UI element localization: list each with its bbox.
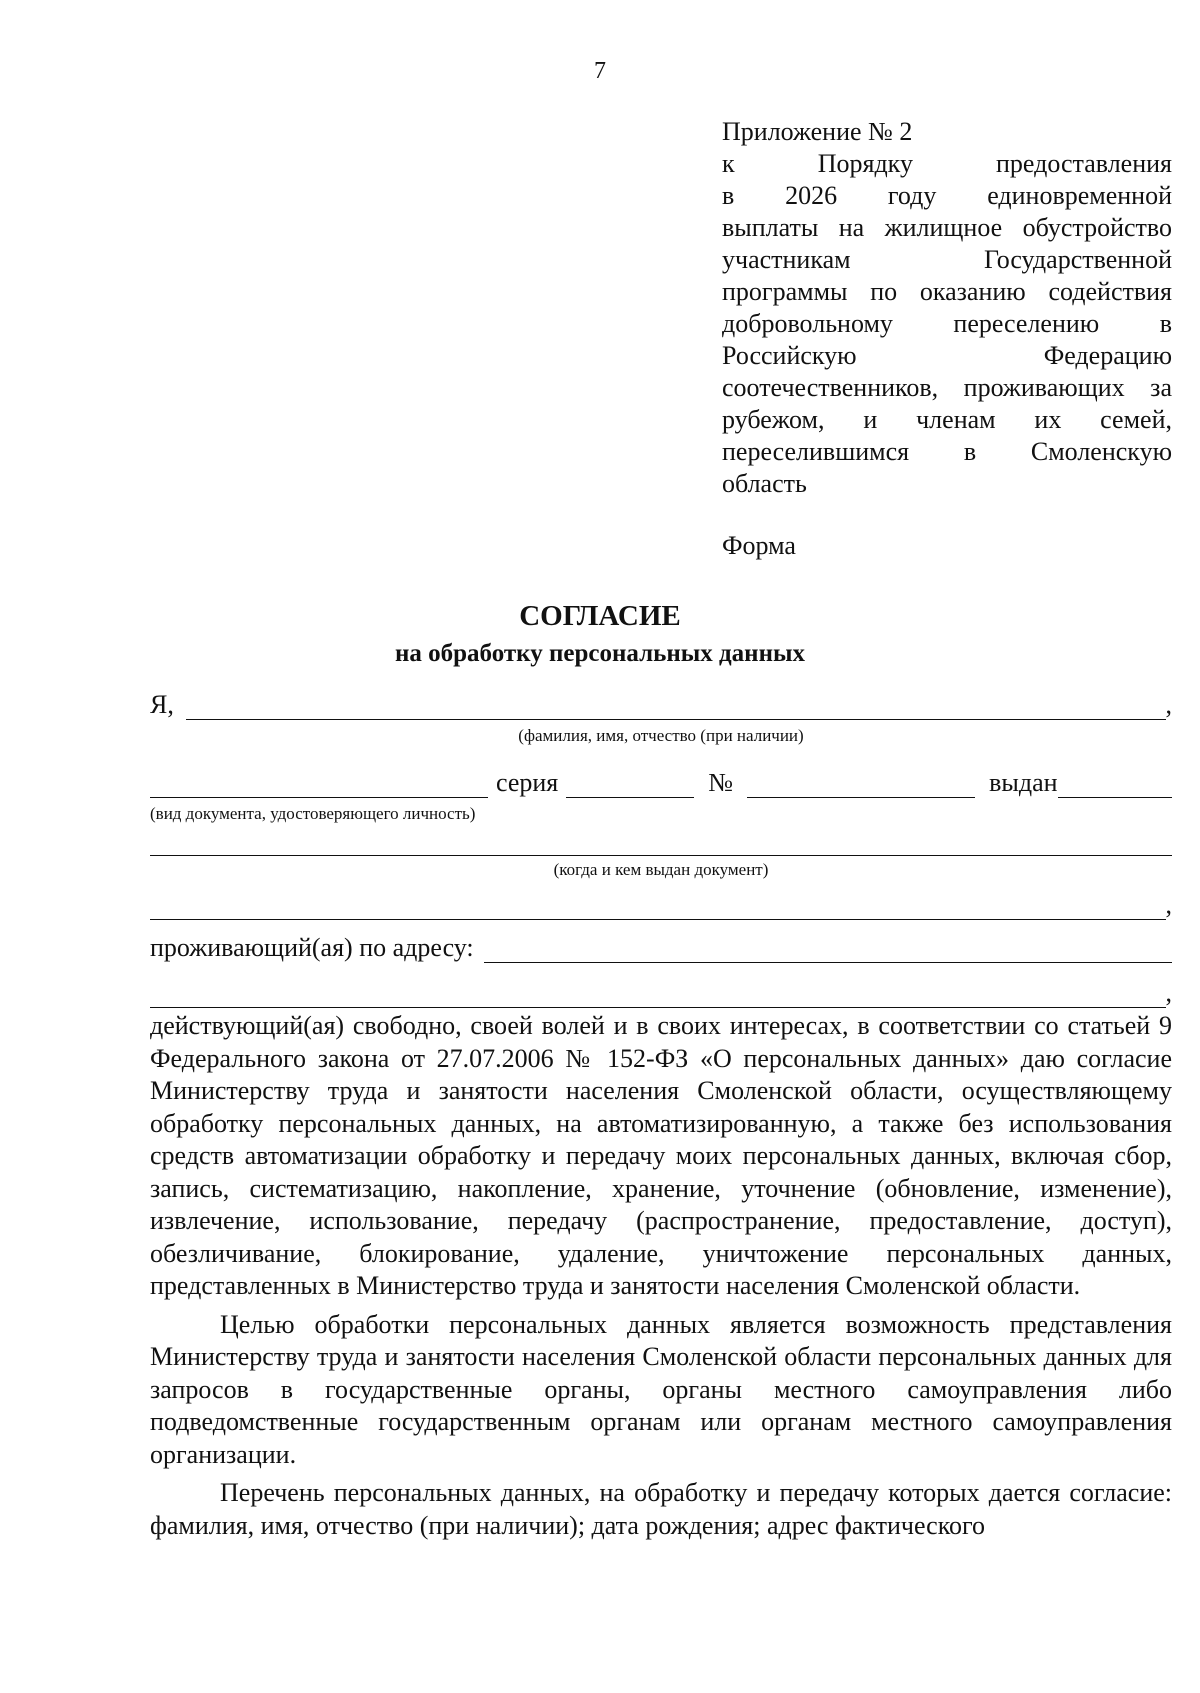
ya-label: Я, xyxy=(150,690,174,719)
appendix-line: область xyxy=(722,469,807,498)
series-label: серия xyxy=(496,768,559,797)
series-field[interactable] xyxy=(566,773,694,798)
appendix-line: добровольному переселению в xyxy=(722,309,1172,338)
address-row xyxy=(150,933,1172,963)
appendix-line: Российскую Федерацию xyxy=(722,341,1172,370)
consent-body xyxy=(150,1010,1172,1542)
issued-by-continuation-row xyxy=(150,890,1172,920)
appendix-line: программы по оказанию содействия xyxy=(722,277,1172,306)
row-comma: , xyxy=(1165,978,1172,1007)
appendix-line: выплаты на жилищное обустройство xyxy=(722,213,1172,242)
issued-by-hint: (когда и кем выдан документ) xyxy=(553,860,769,879)
appendix-line: рубежом, и членам их семей, xyxy=(722,405,1172,434)
appendix-line: участникам Государственной xyxy=(722,245,1172,274)
consent-paragraph-1: действующий(ая) свободно, своей волей и в своих интересах, в соответствии со статьей 9 Федерального закона от 27.07.2006 № 152-ФЗ «О персональных данных» даю согласие Министерству труда и занятости населения Смоленской области, осуществляющему обработку персональных данных, на автоматизированную, а также без использования средств автоматизации обработку и передачу моих персональных данных, включая сбор, запись, систематизацию, накопление, хранение, уточнение (обновление, изменение), извлечение, использование, передачу (распространение, предоставление, доступ), обезличивание, блокирование, удаление, уничтожение персональных данных, представленных в Министерство труда и занятости населения Смоленской области. xyxy=(150,1011,1172,1300)
fio-row xyxy=(150,690,1172,720)
document-title: СОГЛАСИЕ xyxy=(519,600,681,632)
address-field-2[interactable] xyxy=(150,983,1166,1008)
fio-field[interactable] xyxy=(186,695,1166,720)
consent-paragraph-2: Целью обработки персональных данных является возможность представления Министерству труда и занятости населения Смоленской области персональных данных для запросов в государственные органы, органы местного самоуправления либо подведомственные государственным органам или органам местного самоуправления организации. xyxy=(150,1309,1172,1469)
appendix-header xyxy=(722,116,1172,562)
page-number: 7 xyxy=(594,58,606,84)
consent-paragraph-3: Перечень персональных данных, на обработку и передачу которых дается согласие: фамилия, имя, отчество (при наличии); дата рождения; адрес фактического xyxy=(150,1478,1172,1540)
number-label: № xyxy=(708,768,734,797)
appendix-line: в 2026 году единовременной xyxy=(722,181,1172,210)
issued-by-field-2[interactable] xyxy=(150,895,1166,920)
issued-by-field[interactable] xyxy=(150,831,1172,856)
doc-type-hint: (вид документа, удостоверяющего личность) xyxy=(150,804,476,823)
document-subtitle: на обработку персональных данных xyxy=(395,640,805,667)
appendix-line: к Порядку предоставления xyxy=(722,149,1172,178)
appendix-line: соотечественников, проживающих за xyxy=(722,373,1172,402)
address-label: проживающий(ая) по адресу: xyxy=(150,933,474,962)
issued-label: выдан xyxy=(989,768,1058,797)
doc-type-field[interactable] xyxy=(150,773,488,798)
address-continuation-row xyxy=(150,978,1172,1008)
appendix-title: Приложение № 2 xyxy=(722,117,913,146)
address-field[interactable] xyxy=(484,938,1172,963)
issued-by-row xyxy=(150,832,1172,856)
fio-hint: (фамилия, имя, отчество (при наличии) xyxy=(518,726,804,745)
number-field[interactable] xyxy=(747,773,975,798)
fio-comma: , xyxy=(1165,690,1172,719)
form-label: Форма xyxy=(722,531,796,560)
appendix-line: переселившимся в Смоленскую xyxy=(722,437,1172,466)
row-comma: , xyxy=(1165,890,1172,919)
issued-field[interactable] xyxy=(1058,773,1172,798)
document-row xyxy=(150,768,1172,798)
